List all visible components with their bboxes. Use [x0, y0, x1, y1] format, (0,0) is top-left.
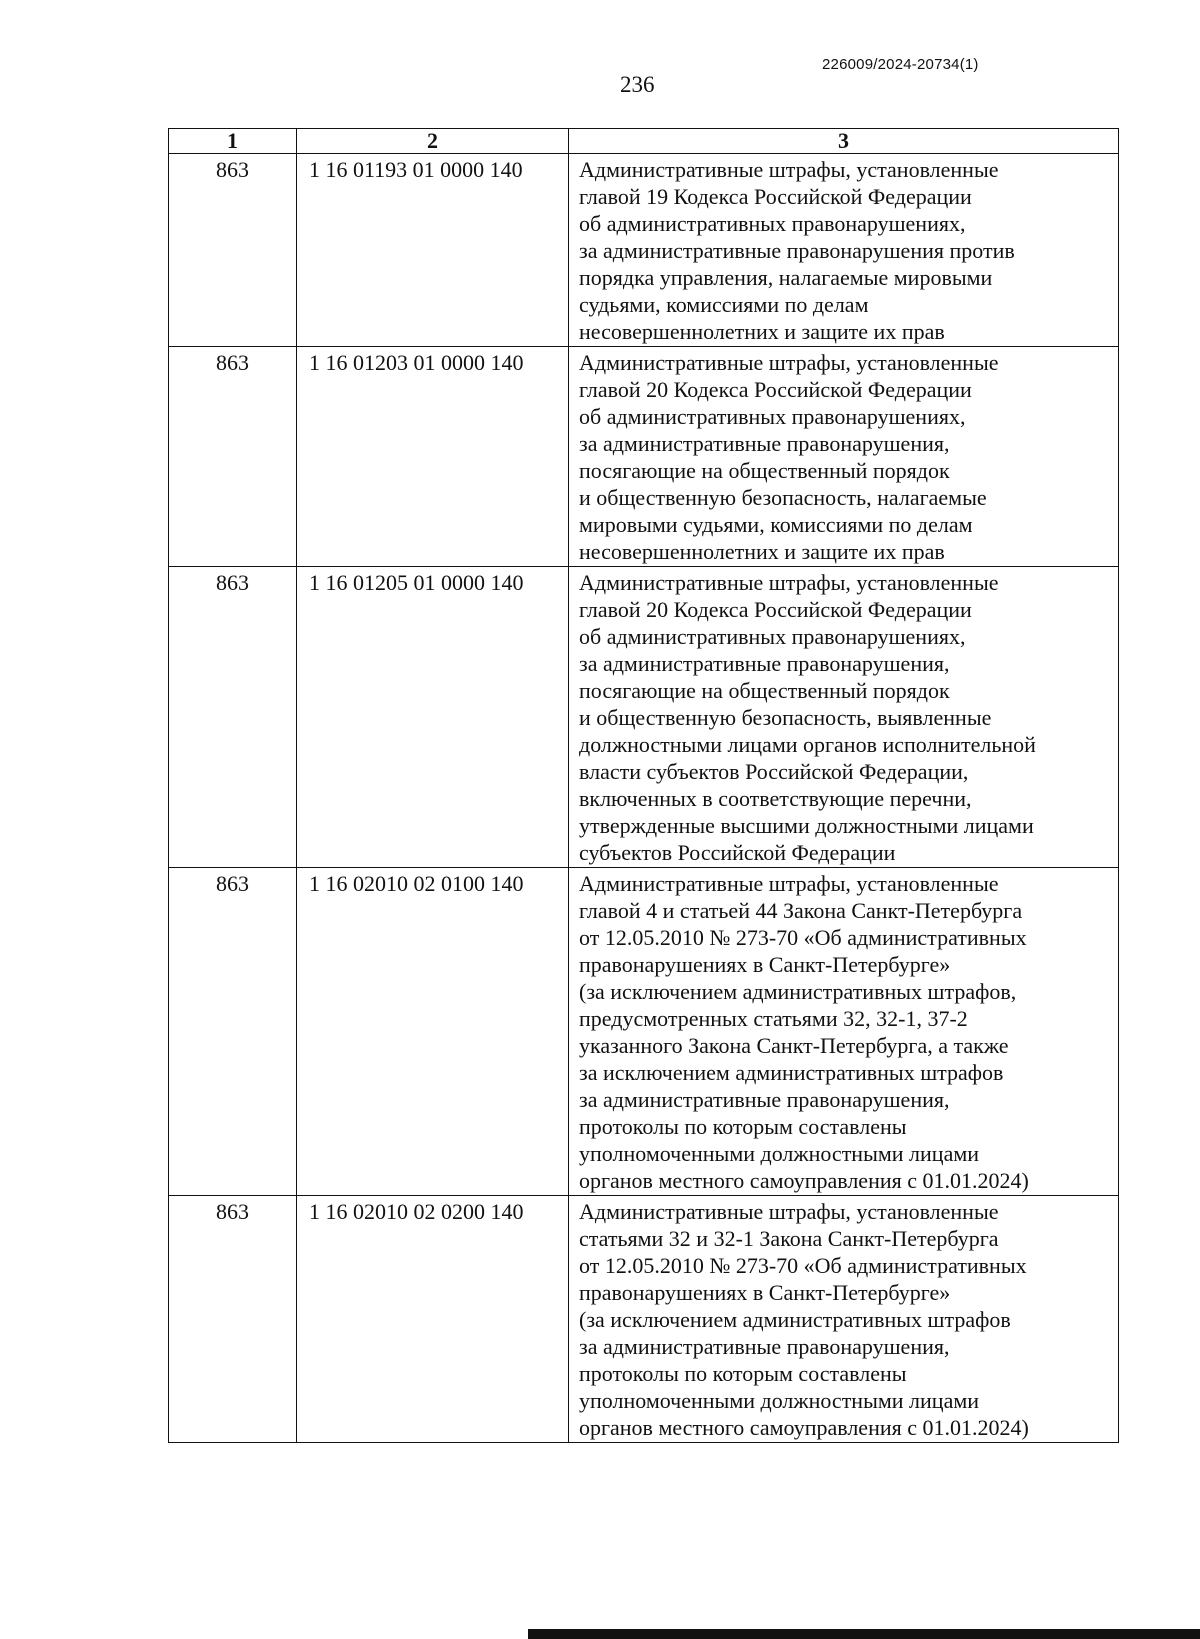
cell-description: [569, 1196, 1119, 1443]
description-line: субъектов Российской Федерации: [579, 840, 896, 865]
table-row: [169, 154, 1119, 347]
description-line: власти субъектов Российской Федерации,: [579, 759, 969, 784]
column-header-3: 3: [569, 129, 1119, 154]
description-line: об административных правонарушениях,: [579, 624, 966, 649]
cell-admin-code: 863: [169, 868, 297, 1196]
description-line: и общественную безопасность, выявленные: [579, 705, 992, 730]
description-line: об административных правонарушениях,: [579, 404, 966, 429]
description-line: протоколы по которым составлены: [579, 1361, 907, 1386]
description-line: (за исключением административных штрафов: [579, 1307, 1011, 1332]
description-line: порядка управления, налагаемые мировыми: [579, 265, 993, 290]
document-id: 226009/2024-20734(1): [822, 56, 979, 73]
table-row: [169, 868, 1119, 1196]
table-row: [169, 347, 1119, 567]
table-body: [169, 154, 1119, 1443]
column-header-2: 2: [297, 129, 569, 154]
description-line: уполномоченными должностными лицами: [579, 1141, 980, 1166]
cell-budget-code: 1 16 02010 02 0200 140: [297, 1196, 569, 1443]
description-line: включенных в соответствующие перечни,: [579, 786, 972, 811]
description-line: за административные правонарушения,: [579, 1087, 950, 1112]
description-line: органов местного самоуправления с 01.01.2024): [579, 1168, 1029, 1193]
cell-budget-code: 1 16 01193 01 0000 140: [297, 154, 569, 347]
description-line: судьями, комиссиями по делам: [579, 292, 869, 317]
cell-description: [569, 567, 1119, 868]
description-line: статьями 32 и 32-1 Закона Санкт-Петербурга: [579, 1226, 999, 1251]
table-row: [169, 1196, 1119, 1443]
cell-description: [569, 868, 1119, 1196]
description-line: Административные штрафы, установленные: [579, 570, 999, 595]
description-line: предусмотренных статьями 32, 32-1, 37-2: [579, 1006, 968, 1031]
description-line: от 12.05.2010 № 273-70 «Об административных: [579, 1253, 1027, 1278]
description-line: (за исключением административных штрафов,: [579, 979, 1017, 1004]
description-line: Административные штрафы, установленные: [579, 350, 999, 375]
description-line: главой 19 Кодекса Российской Федерации: [579, 184, 972, 209]
description-line: указанного Закона Санкт-Петербурга, а также: [579, 1033, 1009, 1058]
description-line: правонарушениях в Санкт-Петербурге»: [579, 952, 951, 977]
description-line: и общественную безопасность, налагаемые: [579, 485, 987, 510]
cell-budget-code: 1 16 01205 01 0000 140: [297, 567, 569, 868]
description-line: за административные правонарушения,: [579, 431, 950, 456]
cell-admin-code: 863: [169, 347, 297, 567]
description-line: несовершеннолетних и защите их прав: [579, 319, 945, 344]
cell-description: [569, 347, 1119, 567]
cell-admin-code: 863: [169, 1196, 297, 1443]
cell-budget-code: 1 16 02010 02 0100 140: [297, 868, 569, 1196]
description-line: от 12.05.2010 № 273-70 «Об административных: [579, 925, 1027, 950]
description-line: правонарушениях в Санкт-Петербурге»: [579, 1280, 951, 1305]
cell-admin-code: 863: [169, 567, 297, 868]
description-line: Административные штрафы, установленные: [579, 157, 999, 182]
description-line: за административные правонарушения,: [579, 651, 950, 676]
revenue-codes-table: [168, 128, 1119, 1443]
column-header-1: 1: [169, 129, 297, 154]
cell-description: [569, 154, 1119, 347]
description-line: об административных правонарушениях,: [579, 211, 966, 236]
description-line: за административные правонарушения,: [579, 1334, 950, 1359]
description-line: главой 4 и статьей 44 Закона Санкт-Петербурга: [579, 898, 1023, 923]
description-line: уполномоченными должностными лицами: [579, 1388, 980, 1413]
description-line: несовершеннолетних и защите их прав: [579, 539, 945, 564]
scan-edge-bar: [528, 1629, 1200, 1639]
description-line: Административные штрафы, установленные: [579, 1199, 999, 1224]
description-line: главой 20 Кодекса Российской Федерации: [579, 377, 972, 402]
description-line: органов местного самоуправления с 01.01.2024): [579, 1415, 1029, 1440]
description-line: должностными лицами органов исполнительной: [579, 732, 1036, 757]
description-line: за исключением административных штрафов: [579, 1060, 1004, 1085]
description-line: протоколы по которым составлены: [579, 1114, 907, 1139]
description-line: мировыми судьями, комиссиями по делам: [579, 512, 973, 537]
table-row: [169, 567, 1119, 868]
table-header-row: [169, 129, 1119, 154]
description-line: утвержденные высшими должностными лицами: [579, 813, 1034, 838]
cell-budget-code: 1 16 01203 01 0000 140: [297, 347, 569, 567]
page-number: 236: [620, 72, 655, 97]
description-line: посягающие на общественный порядок: [579, 678, 950, 703]
description-line: за административные правонарушения против: [579, 238, 1015, 263]
description-line: посягающие на общественный порядок: [579, 458, 950, 483]
description-line: Административные штрафы, установленные: [579, 871, 999, 896]
description-line: главой 20 Кодекса Российской Федерации: [579, 597, 972, 622]
cell-admin-code: 863: [169, 154, 297, 347]
